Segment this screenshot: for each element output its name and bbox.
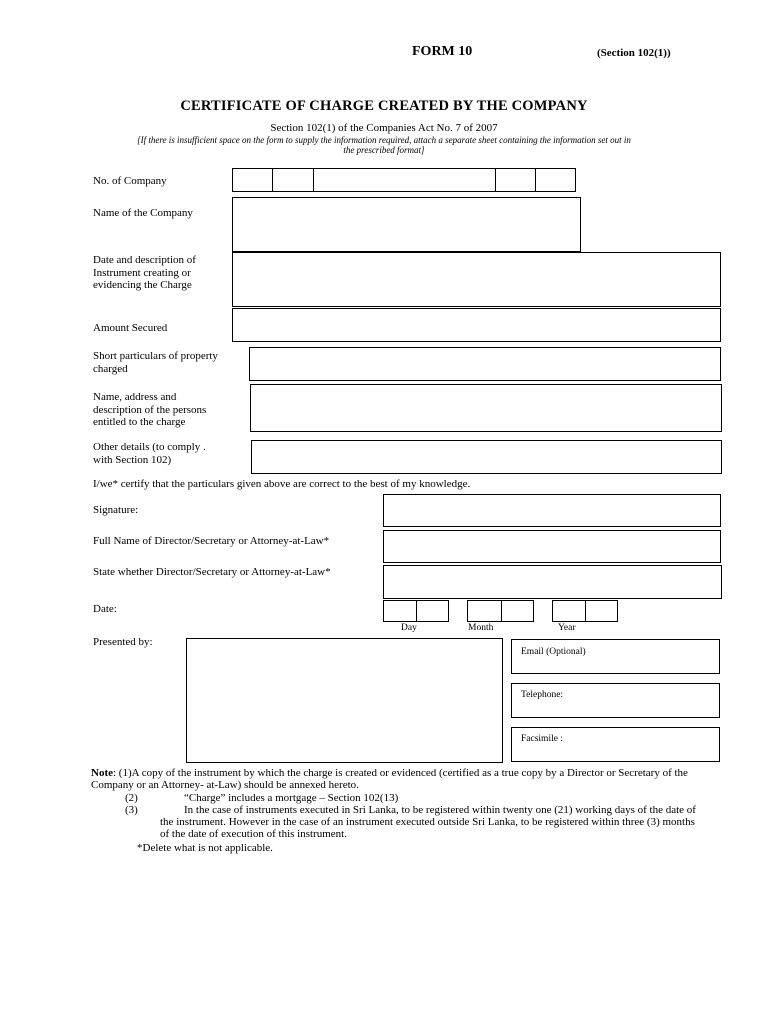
other-details-label (93, 441, 206, 466)
other-details-field[interactable] (251, 440, 722, 474)
company-name-field[interactable] (232, 197, 581, 252)
instruction-line-1: [If there is insufficient space on the form to supply the information required, attach a separate sheet containing the information set out in (137, 135, 631, 145)
note-1-line-1: : (1)A copy of the instrument by which the charge is created or evidenced (certified as a true copy by a Director or Secretary of the (113, 767, 688, 779)
date-month-cell-2[interactable] (501, 600, 534, 622)
certification-statement: I/we* certify that the particulars given above are correct to the best of my knowledge. (93, 478, 471, 490)
other-label-line-1: Other details (to comply . (93, 441, 206, 453)
form-number: FORM 10 (412, 44, 473, 59)
month-label: Month (468, 623, 494, 633)
facsimile-label: Facsimile : (521, 734, 563, 744)
persons-entitled-field[interactable] (250, 384, 722, 432)
note-3-number: (3) (125, 804, 138, 816)
day-label: Day (401, 623, 417, 633)
date-day-cell-2[interactable] (416, 600, 449, 622)
instrument-label (93, 254, 196, 292)
full-name-field[interactable] (383, 530, 721, 563)
persons-label-line-1: Name, address and (93, 391, 177, 403)
date-year-cell-2[interactable] (585, 600, 618, 622)
year-label: Year (558, 623, 576, 633)
company-number-cell-5[interactable] (535, 168, 576, 192)
instrument-label-line-1: Date and description of (93, 254, 196, 266)
state-role-label: State whether Director/Secretary or Attorney-at-Law* (93, 566, 331, 578)
presented-by-label: Presented by: (93, 636, 153, 648)
company-number-cell-3[interactable] (313, 168, 496, 192)
signature-label: Signature: (93, 504, 139, 516)
property-label-line-2: charged (93, 362, 128, 375)
persons-label-line-3: entitled to the charge (93, 416, 186, 428)
note-3-line-1: In the case of instruments executed in Sri Lanka, to be registered within twenty one (21) working days of the date of (184, 804, 696, 816)
instrument-label-line-3: evidencing the Charge (93, 279, 192, 291)
note-1 (91, 767, 731, 779)
company-number-cell-1[interactable] (232, 168, 273, 192)
company-number-cell-2[interactable] (272, 168, 314, 192)
section-reference: (Section 102(1)) (597, 47, 671, 59)
telephone-label: Telephone: (521, 690, 564, 700)
instruction-text (60, 135, 708, 155)
note-1-line-2: Company or an Attorney- at-Law) should be annexed hereto. (91, 779, 359, 791)
property-label-line-1: Short particulars of property (93, 350, 218, 362)
full-name-label: Full Name of Director/Secretary or Attorney-at-Law* (93, 535, 330, 547)
delete-note: *Delete what is not applicable. (137, 842, 273, 854)
date-year-cell-1[interactable] (552, 600, 586, 622)
email-label: Email (Optional) (521, 647, 586, 657)
note-3-line-3: of the date of execution of this instrument. (160, 828, 347, 840)
company-number-cell-4[interactable] (495, 168, 536, 192)
company-name-label: Name of the Company (93, 207, 193, 219)
date-day-cell-1[interactable] (383, 600, 417, 622)
company-number-label: No. of Company (93, 175, 167, 187)
state-role-field[interactable] (383, 565, 722, 599)
other-label-line-2: with Section 102) (93, 453, 172, 466)
persons-entitled-label (93, 391, 206, 429)
instruction-line-2: the prescribed format] (343, 145, 425, 155)
presented-by-field[interactable] (186, 638, 503, 763)
property-particulars-field[interactable] (249, 347, 721, 381)
note-2-number: (2) (125, 792, 138, 804)
amount-secured-field[interactable] (232, 308, 721, 342)
act-subtitle: Section 102(1) of the Companies Act No. 7 of 2007 (270, 122, 498, 134)
property-label (93, 350, 218, 375)
note-3-line-2: the instrument. However in the case of an instrument executed outside Sri Lanka, to be registered within three (3) months (160, 816, 695, 828)
instrument-description-field[interactable] (232, 252, 721, 307)
instrument-label-line-2: Instrument creating or (93, 266, 191, 279)
signature-field[interactable] (383, 494, 721, 527)
note-2-text: “Charge” includes a mortgage – Section 102(13) (184, 792, 399, 804)
date-label: Date: (93, 603, 117, 615)
note-heading: Note (91, 767, 113, 779)
persons-label-line-2: description of the persons (93, 403, 207, 416)
page-title: CERTIFICATE OF CHARGE CREATED BY THE COMPANY (180, 98, 588, 114)
amount-secured-label: Amount Secured (93, 322, 168, 334)
date-month-cell-1[interactable] (467, 600, 502, 622)
